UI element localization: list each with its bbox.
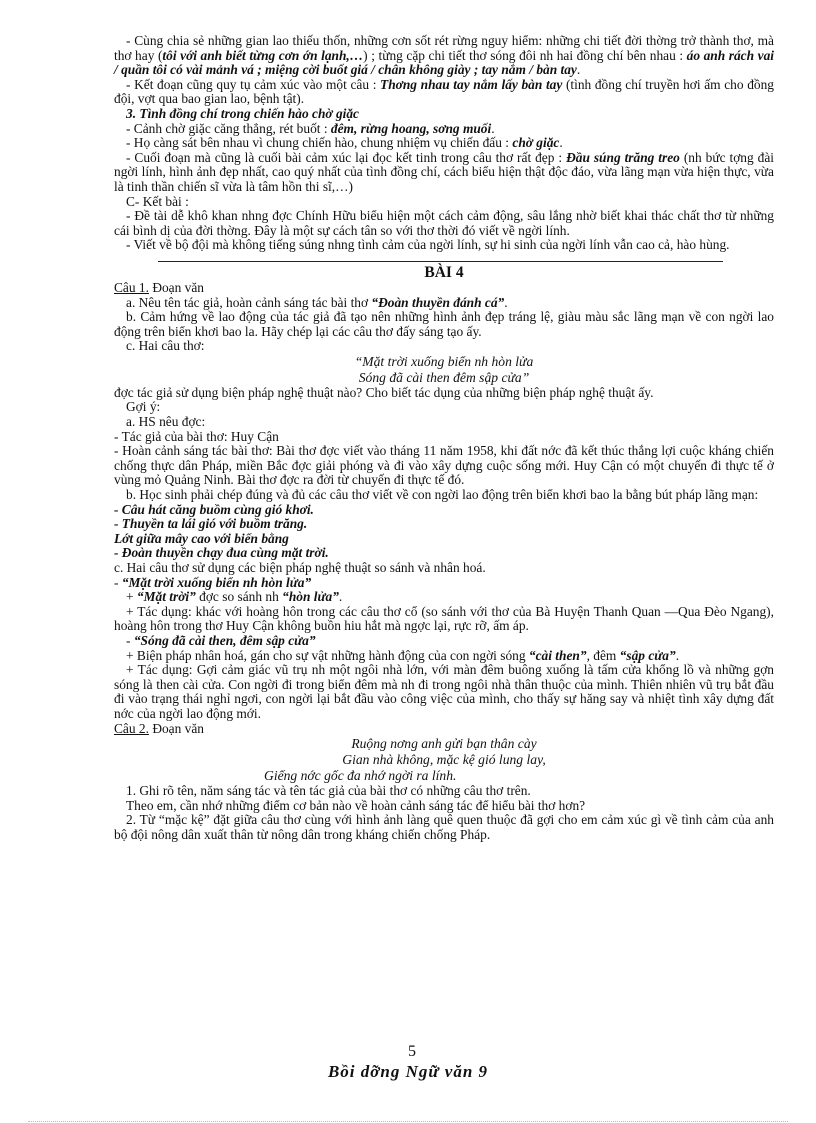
paragraph <box>114 663 774 721</box>
text-run: - Đề tài dễ khô khan nhng đợc Chính Hữu biểu hiện một cách cảm động, sâu lắng nhờ biết khai thác chất thơ từ những cái bình dị của đời thờng. Đây là một sự cách tân so với thơ thời đó viết về ngời lính. <box>114 208 774 238</box>
text-run: + <box>126 589 137 605</box>
poem-line: Ruộng nơng anh gửi bạn thân cày <box>351 736 537 752</box>
paragraph <box>114 546 774 561</box>
text-run: chờ giặc <box>512 135 560 151</box>
text-run: “Mặt trời” <box>136 589 196 605</box>
answer-guide <box>114 386 774 736</box>
paragraph <box>114 503 774 518</box>
question-2 <box>114 784 774 842</box>
paragraph <box>114 488 774 503</box>
poem-line: Giếng nớc gốc đa nhớ ngời ra lính. <box>264 768 457 784</box>
paragraph <box>114 517 774 532</box>
poem-line: “Mặt trời xuống biển nh hòn lửa <box>354 353 534 369</box>
text-run: đợc so sánh nh <box>195 589 283 605</box>
paragraph <box>114 532 774 547</box>
text-run: - Cuối đoạn mà cũng là cuối bài cảm xúc lại đọc kết tinh trong câu thơ rất đẹp : <box>126 149 567 165</box>
paragraph <box>114 386 774 401</box>
text-run: Đầu súng trăng treo <box>566 149 680 165</box>
text-run: - Câu hát căng buồm cùng gió khơi. <box>114 501 314 517</box>
text-run: C- Kết bài : <box>126 193 189 209</box>
paragraph <box>114 561 774 576</box>
paragraph <box>114 281 774 296</box>
text-run: . <box>559 135 563 151</box>
text-run: - Kết đoạn cũng quy tụ cảm xúc vào một câu : <box>126 76 381 92</box>
poem-quote-1 <box>114 354 774 386</box>
text-run: Câu 1. <box>114 279 149 295</box>
page-bottom-rule <box>28 1121 788 1122</box>
paragraph <box>114 400 774 415</box>
text-run: “sập cửa” <box>619 647 676 663</box>
text-run: Đoạn văn <box>148 279 205 295</box>
text-run: đêm, rừng hoang, sơng muối <box>330 120 492 136</box>
text-run: đợc tác giả sử dụng biện pháp nghệ thuật nào? Cho biết tác dụng của những biện pháp nghệ thuật ấy. <box>114 384 654 400</box>
text-run: + Tác dụng: Gợi cảm giác vũ trụ nh một ngôi nhà lớn, với màn đêm buông xuống là tấm cửa khổng lồ và những gợn sóng là then cài cửa. Con ngời đi trong biển đêm mà nh đi trong ngôi nhà thân thuộc của mình. Thiên nhiên vũ trụ bắt đầu đi vào trạng thái nghỉ ngơi, con ngời lại bắt đầu vào công việc của mình, cho thấy sự hăng say và nhiệt tình xây dựng đất nớc của ngời lao động mới. <box>114 662 774 721</box>
text-run: “Sóng đã cài then, đêm sập cửa” <box>133 632 316 648</box>
text-run: 3. Tình đồng chí trong chiến hào chờ giặc <box>126 105 360 121</box>
text-run: Đoạn văn <box>148 720 205 736</box>
text-run: - Tác giả của bài thơ: Huy Cận <box>114 428 279 444</box>
text-run: tôi với anh biết từng cơn ớn lạnh,… <box>162 47 364 63</box>
text-run: . <box>504 294 508 310</box>
text-run: 2. Từ “mặc kệ” đặt giữa câu thơ cùng với hình ảnh làng quê quen thuộc đã gợi cho em cảm xúc gì về tình cảm của anh bộ đội nông dân xuất thân từ nông dân trong kháng chiến chống Pháp. <box>114 812 774 842</box>
text-run: . <box>675 647 680 663</box>
poem-line: Gian nhà không, mặc kệ gió lung lay, <box>342 752 546 768</box>
paragraph <box>114 339 774 354</box>
paragraph <box>114 136 774 151</box>
text-run: a. HS nêu đợc: <box>126 414 206 430</box>
paragraph <box>114 722 774 737</box>
text-run: “cài then” <box>528 647 587 663</box>
text-run: - Cảnh chờ giặc căng thẳng, rét buốt : <box>126 120 331 136</box>
paragraph <box>114 634 774 649</box>
paragraph <box>114 296 774 311</box>
text-run: . <box>338 589 343 605</box>
text-run: (nh bức tợng đài ngời lính, hình ảnh đẹp nhất, cao quý nhất của tình đồng chí, cách biểu hiện thật độc đáo, vừa lãng mạn vừa hiện thực, vừa là tinh thần chiến sĩ vừa là tâm hồn thi sĩ,…) <box>114 149 774 194</box>
text-run: - Viết về bộ đội mà không tiếng súng nhng tình cảm của ngời lính, sự hi sinh của ngời lính vẫn cao cả, hào hùng. <box>126 237 730 253</box>
text-run: + Biện pháp nhân hoá, gán cho sự vật những hành động của con ngời sóng <box>126 647 529 663</box>
paragraph <box>114 605 774 634</box>
question-1 <box>114 281 774 354</box>
paragraph <box>114 151 774 195</box>
text-run: c. Hai câu thơ sử dụng các biện pháp nghệ thuật so sánh và nhân hoá. <box>114 560 486 575</box>
paragraph <box>114 649 774 664</box>
poem-line: Sóng đã cài then đêm sập cửa” <box>358 369 530 385</box>
paragraph <box>114 78 774 107</box>
paragraph <box>114 444 774 488</box>
paragraph <box>114 34 774 78</box>
text-run: (tình đồng chí truyền hơi ấm cho đồng đội, vợt qua bao gian lao, bệnh tật). <box>114 76 774 107</box>
paragraph <box>114 122 774 137</box>
text-run: - Thuyền ta lái gió với buồm trăng. <box>114 516 308 532</box>
text-run: c. Hai câu thơ: <box>126 338 205 354</box>
paragraph <box>114 195 774 210</box>
paragraph <box>114 590 774 605</box>
paragraph <box>114 576 774 591</box>
paragraph <box>114 415 774 430</box>
text-run: “hòn lửa” <box>282 589 339 605</box>
page-number: 5 <box>408 1043 416 1060</box>
section-divider <box>158 261 723 262</box>
paragraph <box>114 238 774 253</box>
document-page <box>114 34 774 843</box>
text-run: , đêm <box>586 647 620 663</box>
section-bai3-end <box>114 34 774 253</box>
text-run: - Hoàn cảnh sáng tác bài thơ: Bài thơ đợc viết vào tháng 11 năm 1958, khi đất nớc đã kết thúc thắng lợi cuộc kháng chiến chống thực dân Pháp, miền Bắc đợc giải phóng và đi vào xây dựng cuộc sống mới. Huy Cận có một chuyến đi thực tế ở vùng mỏ Quảng Ninh. Bài thơ đợc ra đời từ chuyến đi thực tế đó. <box>114 443 774 488</box>
text-run: . <box>491 120 495 136</box>
paragraph <box>114 310 774 339</box>
paragraph <box>114 799 774 814</box>
text-run: ) ; từng cặp chi tiết thơ sóng đôi nh hai đồng chí bên nhau : <box>363 47 687 63</box>
text-run: “Mặt trời xuống biển nh hòn lửa” <box>121 574 312 590</box>
text-run: b. Cảm hứng về lao động của tác giả đã tạo nên những hình ảnh đẹp tráng lệ, giàu màu sắc lãng mạn về con ngời lao động trên biển khơi bao la. Hãy chép lại các câu thơ đấy sáng tạo ấy. <box>114 309 774 339</box>
paragraph <box>114 813 774 842</box>
text-run: + Tác dụng: khác với hoàng hôn trong các câu thơ cổ (so sánh với thơ của Bà Huyện Thanh Quan —Qua Đèo Ngang), hoàng hôn trong thơ Huy Cận không buồn hiu hắt mà ngợc lại, rực rỡ, ấm áp. <box>114 603 774 634</box>
page-footer: Bồi dỡng Ngữ văn 9 <box>327 1062 489 1081</box>
text-run: - Đoàn thuyền chạy đua cùng mặt trời. <box>114 545 329 561</box>
paragraph <box>114 784 774 799</box>
text-run: . <box>576 62 581 78</box>
text-run: áo anh rách vai / quần tôi có vài mảnh vá ; miệng cời buốt giá / chân không giày ; tay nắm / bàn tay <box>114 47 774 78</box>
text-run: Theo em, cần nhớ những điểm cơ bản nào về hoàn cảnh sáng tác để hiểu bài thơ hơn? <box>126 797 586 813</box>
text-run: 1. Ghi rõ tên, năm sáng tác và tên tác giả của bài thơ có những câu thơ trên. <box>126 783 531 799</box>
text-run: b. Học sinh phải chép đúng và đủ các câu thơ viết về con ngời lao động trên biển khơi bao la bằng bút pháp lãng mạn: <box>126 487 759 503</box>
text-run: - <box>114 574 122 590</box>
poem-quote-2 <box>114 736 774 784</box>
text-run: - <box>126 632 134 648</box>
text-run: - Họ càng sát bên nhau vì chung chiến hào, chung nhiệm vụ chiến đấu : <box>126 135 513 151</box>
paragraph <box>114 430 774 445</box>
section-title: BÀI 4 <box>424 263 464 281</box>
text-run: Câu 2. <box>114 720 149 736</box>
paragraph <box>114 209 774 238</box>
text-run: Gợi ý: <box>126 399 161 415</box>
text-run: Lớt giữa mây cao với biển bằng <box>114 530 289 546</box>
text-run: Thơng nhau tay nắm lấy bàn tay <box>380 76 563 92</box>
text-run: a. Nêu tên tác giả, hoàn cảnh sáng tác bài thơ <box>126 294 372 310</box>
text-run: “Đoàn thuyền đánh cá” <box>371 294 505 310</box>
text-run: - Cùng chia sẻ những gian lao thiếu thốn, những cơn sốt rét rừng nguy hiểm: những chi tiết đời thờng trở thành thơ, mà thơ hay ( <box>114 33 774 63</box>
paragraph <box>114 107 774 122</box>
